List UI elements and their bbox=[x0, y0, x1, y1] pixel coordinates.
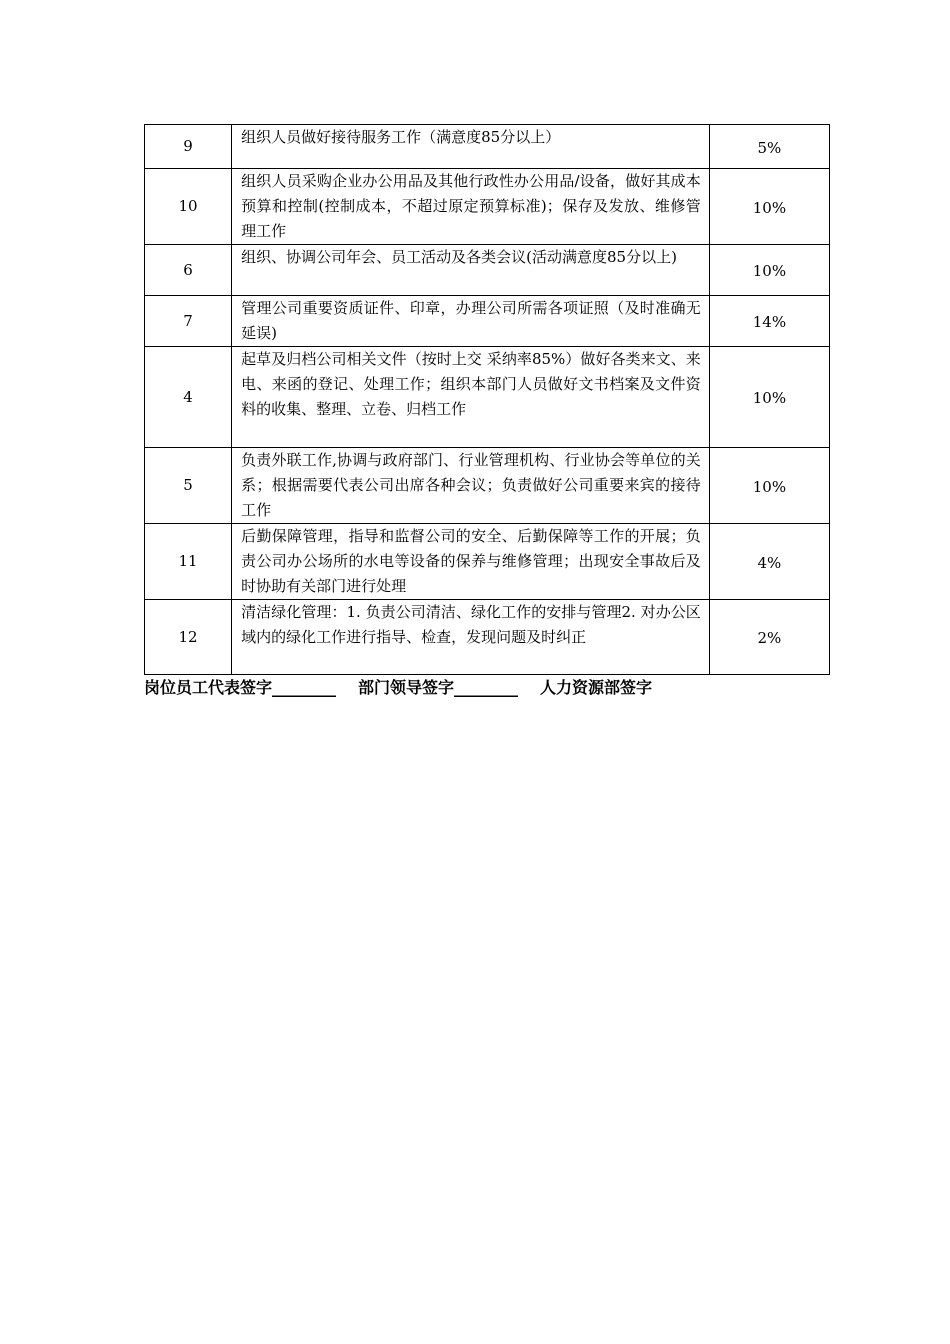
department-signature-label: 部门领导签字________ bbox=[358, 678, 519, 697]
row-weight: 5% bbox=[709, 125, 829, 169]
row-content: 后勤保障管理，指导和监督公司的安全、后勤保障等工作的开展；负责公司办公场所的水电等设备的保养与维修管理；出现安全事故后及时协助有关部门进行处理 bbox=[232, 524, 710, 600]
row-number: 11 bbox=[145, 524, 232, 600]
row-content: 组织人员采购企业办公用品及其他行政性办公用品/设备，做好其成本预算和控制(控制成本，不超过原定预算标准)；保存及发放、维修管理工作 bbox=[232, 169, 710, 245]
row-weight: 10% bbox=[709, 448, 829, 524]
responsibility-table bbox=[144, 124, 830, 675]
signature-line bbox=[144, 675, 844, 701]
employee-signature-label: 岗位员工代表签字________ bbox=[144, 678, 337, 697]
row-content: 起草及归档公司相关文件（按时上交 采纳率85%）做好各类来文、来电、来函的登记、处理工作；组织本部门人员做好文书档案及文件资料的收集、整理、立卷、归档工作 bbox=[232, 347, 710, 448]
table-row bbox=[145, 347, 830, 448]
row-weight: 10% bbox=[709, 347, 829, 448]
row-number: 10 bbox=[145, 169, 232, 245]
row-content: 组织人员做好接待服务工作（满意度85分以上） bbox=[232, 125, 710, 169]
row-content: 负责外联工作,协调与政府部门、行业管理机构、行业协会等单位的关系；根据需要代表公司出席各种会议；负责做好公司重要来宾的接待工作 bbox=[232, 448, 710, 524]
row-number: 9 bbox=[145, 125, 232, 169]
row-number: 4 bbox=[145, 347, 232, 448]
row-number: 7 bbox=[145, 296, 232, 347]
table-row bbox=[145, 600, 830, 675]
table-row bbox=[145, 448, 830, 524]
row-number: 6 bbox=[145, 245, 232, 296]
row-weight: 2% bbox=[709, 600, 829, 675]
row-number: 12 bbox=[145, 600, 232, 675]
row-weight: 4% bbox=[709, 524, 829, 600]
row-content: 管理公司重要资质证件、印章，办理公司所需各项证照（及时准确无延误) bbox=[232, 296, 710, 347]
table-row bbox=[145, 524, 830, 600]
row-content: 清洁绿化管理：1. 负责公司清洁、绿化工作的安排与管理2. 对办公区域内的绿化工作进行指导、检查，发现问题及时纠正 bbox=[232, 600, 710, 675]
row-weight: 10% bbox=[709, 169, 829, 245]
row-number: 5 bbox=[145, 448, 232, 524]
row-weight: 10% bbox=[709, 245, 829, 296]
table-row bbox=[145, 245, 830, 296]
row-content: 组织、协调公司年会、员工活动及各类会议(活动满意度85分以上) bbox=[232, 245, 710, 296]
table-row bbox=[145, 296, 830, 347]
row-weight: 14% bbox=[709, 296, 829, 347]
table-row bbox=[145, 169, 830, 245]
table-row bbox=[145, 125, 830, 169]
hr-signature-label: 人力资源部签字 bbox=[540, 678, 653, 697]
